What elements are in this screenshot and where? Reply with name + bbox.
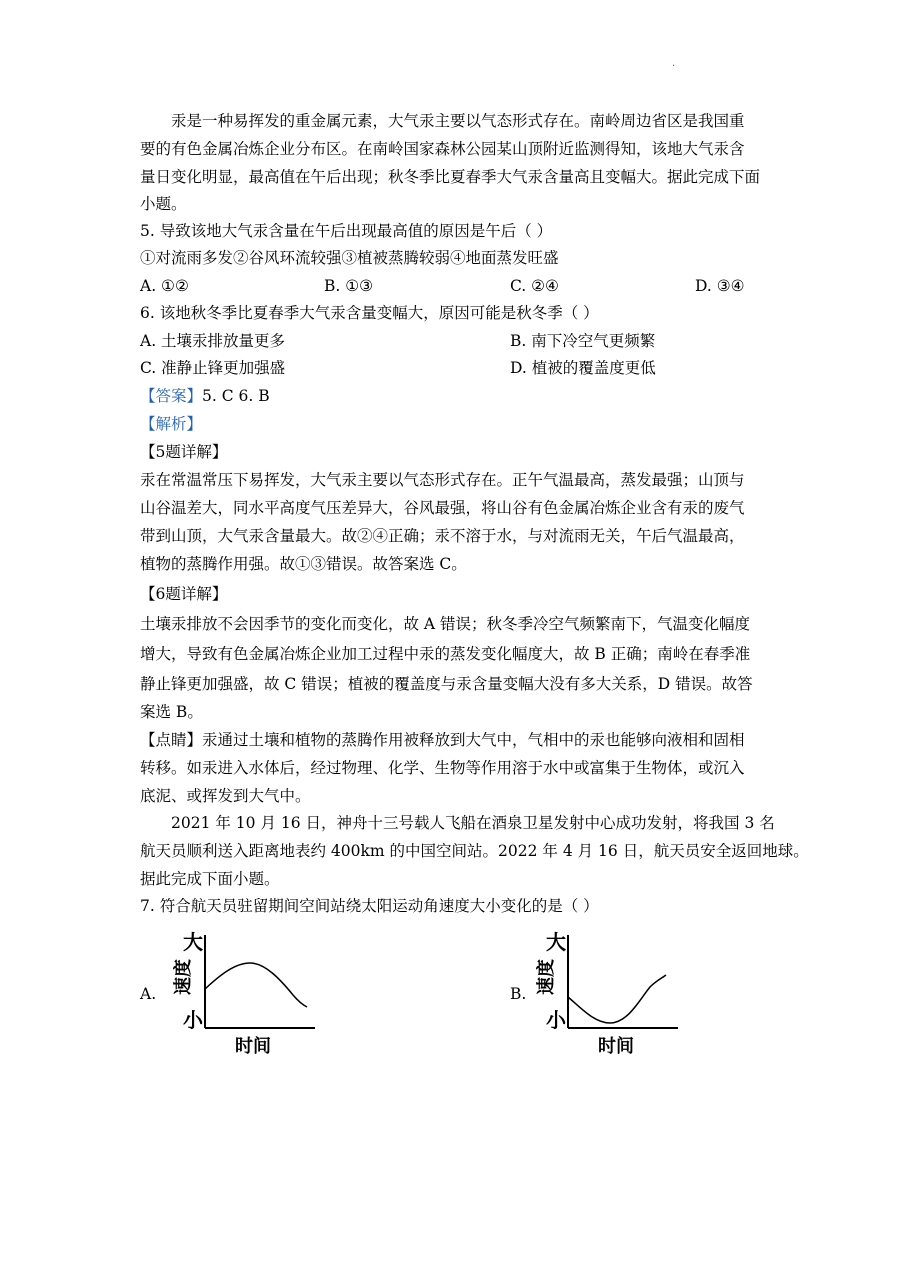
analysis-label: 【解析】 — [140, 415, 203, 433]
graph-b-top-label: 大 — [546, 930, 566, 954]
d5-line-4: 植物的蒸腾作用强。故①③错误。故答案选 C。 — [140, 555, 467, 573]
q7-option-b-label: B. — [510, 985, 527, 1003]
d6-line-3: 静止锋更加强盛，故 C 错误；植被的覆盖度与汞含量变幅大没有多大关系，D 错误。故答 — [140, 675, 753, 693]
q5-option-d: D. ③④ — [695, 277, 745, 295]
q6-option-d: D. 植被的覆盖度更低 — [510, 359, 656, 377]
graph-a-top-label: 大 — [183, 930, 203, 954]
graph-b-bottom-label: 小 — [546, 1008, 566, 1032]
passage1-line-1: 汞是一种易挥发的重金属元素，大气汞主要以气态形式存在。南岭周边省区是我国重 — [171, 112, 745, 130]
q5-option-c: C. ②④ — [510, 277, 559, 295]
q6-option-c: C. 准静止锋更加强盛 — [140, 359, 286, 377]
passage2-line-3: 据此完成下面小题。 — [140, 870, 280, 888]
graph-a-xaxis-label: 时间 — [235, 1036, 271, 1057]
q7-graph-a — [165, 925, 320, 1060]
graph-a-curve — [205, 963, 307, 1007]
graph-b-xaxis-label: 时间 — [598, 1036, 634, 1057]
answer-label: 【答案】 — [140, 387, 203, 405]
graph-a-bottom-label: 小 — [183, 1008, 203, 1032]
passage1-line-2: 要的有色金属冶炼企业分布区。在南岭国家森林公园某山顶附近监测得知，该地大气汞含 — [140, 140, 745, 158]
passage2-line-2: 航天员顺利送入距离地表约 400km 的中国空间站。2022 年 4 月 16 日，航天员安全返回地球。 — [140, 842, 809, 860]
q5-stem: 5. 导致该地大气汞含量在午后出现最高值的原因是午后（ ） — [140, 222, 553, 240]
answer-text: 5. C 6. B — [202, 387, 270, 405]
q6-option-a: A. 土壤汞排放量更多 — [140, 332, 286, 350]
graph-a-yaxis-label: 速度 — [173, 959, 194, 995]
d6-line-2: 增大，导致有色金属冶炼企业加工过程中汞的蒸发变化幅度大，故 B 正确；南岭在春季准 — [140, 645, 751, 663]
tip-line-3: 底泥、或挥发到大气中。 — [140, 787, 311, 805]
q7-option-a-label: A. — [140, 985, 157, 1003]
page-dot: . — [672, 58, 676, 69]
tip-line-1 — [140, 730, 745, 750]
q5-option-b: B. ①③ — [324, 277, 374, 295]
tip-label: 【点睛】 — [140, 731, 203, 749]
answer-line — [140, 386, 270, 406]
tip-text-1: 汞通过土壤和植物的蒸腾作用被释放到大气中，气相中的汞也能够向液相和固相 — [202, 731, 745, 749]
passage1-line-4: 小题。 — [140, 195, 187, 213]
q5-option-a: A. ①② — [140, 277, 189, 295]
q7-graph-b — [528, 925, 683, 1060]
graph-b-yaxis-label: 速度 — [536, 959, 557, 995]
q6-option-b: B. 南下冷空气更频繁 — [510, 332, 656, 350]
q5-items: ①对流雨多发②谷风环流较强③植被蒸腾较弱④地面蒸发旺盛 — [140, 249, 559, 267]
d5-line-3: 带到山顶，大气汞含量最大。故②④正确；汞不溶于水，与对流雨无关，午后气温最高， — [140, 527, 745, 545]
graph-b-curve — [568, 975, 666, 1023]
d6-line-4: 案选 B。 — [140, 703, 203, 721]
d5-line-2: 山谷温差大，同水平高度气压差异大，谷风最强，将山谷有色金属冶炼企业含有汞的废气 — [140, 499, 745, 517]
d5-line-1: 汞在常温常压下易挥发，大气汞主要以气态形式存在。正午气温最高，蒸发最强；山顶与 — [140, 471, 745, 489]
d6-title: 【6题详解】 — [140, 585, 228, 603]
d6-line-1: 土壤汞排放不会因季节的变化而变化，故 A 错误；秋冬季冷空气频繁南下，气温变化幅度 — [140, 615, 751, 633]
q6-stem: 6. 该地秋冬季比夏春季大气汞含量变幅大，原因可能是秋冬季（ ） — [140, 304, 599, 322]
passage1-line-3: 量日变化明显，最高值在午后出现；秋冬季比夏春季大气汞含量高且变幅大。据此完成下面 — [140, 168, 761, 186]
q7-stem: 7. 符合航天员驻留期间空间站绕太阳运动角速度大小变化的是（ ） — [140, 897, 599, 915]
d5-title: 【5题详解】 — [140, 443, 228, 461]
tip-line-2: 转移。如汞进入水体后，经过物理、化学、生物等作用溶于水中或富集于生物体，或沉入 — [140, 759, 745, 777]
passage2-line-1: 2021 年 10 月 16 日，神舟十三号载人飞船在酒泉卫星发射中心成功发射，将我国 3 名 — [171, 814, 775, 832]
